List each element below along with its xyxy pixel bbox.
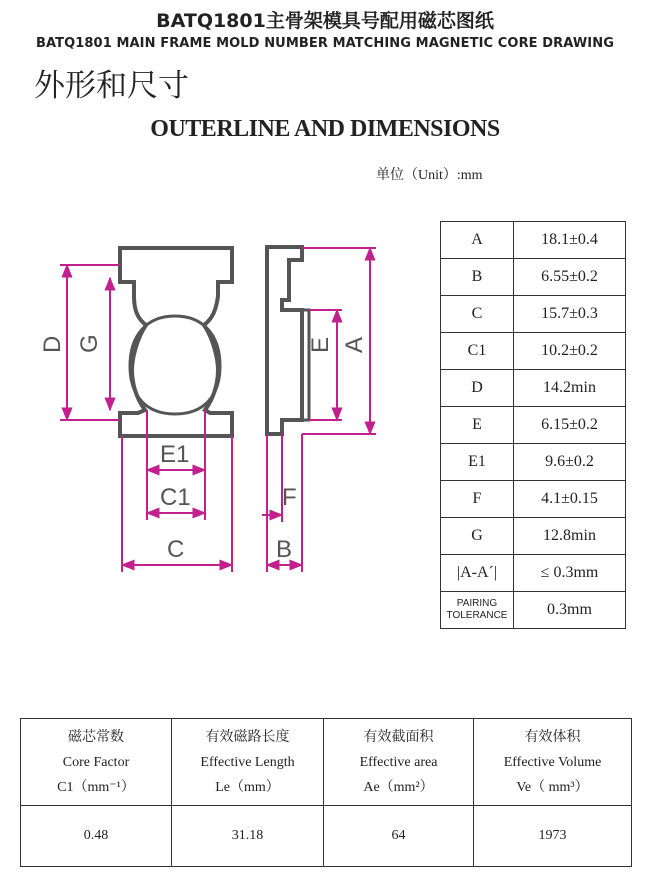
label-C1: C1 <box>160 484 191 511</box>
dimension-label: E1 <box>441 444 514 481</box>
dimension-value: 0.3mm <box>514 592 626 629</box>
dimension-row <box>441 259 626 296</box>
dimension-row <box>441 592 626 629</box>
section-heading-en: OUTERLINE AND DIMENSIONS <box>150 116 500 142</box>
core-factor-header: 磁芯常数 Core Factor C1（mm⁻¹） <box>21 719 172 806</box>
dimension-row <box>441 444 626 481</box>
dimension-row <box>441 481 626 518</box>
dimension-label: E <box>441 407 514 444</box>
label-D: D <box>39 335 66 353</box>
effective-length-value: 31.18 <box>172 806 324 867</box>
dimension-row <box>441 407 626 444</box>
dimension-row <box>441 518 626 555</box>
dimension-label: C1 <box>441 333 514 370</box>
dimension-label: |A-A´| <box>441 555 514 592</box>
dimension-value: ≤ 0.3mm <box>514 555 626 592</box>
label-F: F <box>282 484 297 511</box>
label-A: A <box>341 336 368 353</box>
dimension-value: 14.2min <box>514 370 626 407</box>
dimension-value: 10.2±0.2 <box>514 333 626 370</box>
dimension-row <box>441 222 626 259</box>
dimension-label: D <box>441 370 514 407</box>
dimension-value: 12.8min <box>514 518 626 555</box>
core-factor-header-row <box>21 719 632 806</box>
dimension-label: F <box>441 481 514 518</box>
dimension-value: 6.15±0.2 <box>514 407 626 444</box>
effective-area-header: 有效截面积 Effective area Ae（mm²） <box>324 719 474 806</box>
dimension-label: C <box>441 296 514 333</box>
dimension-label: PAIRING TOLERANCE <box>441 592 514 629</box>
label-E1: E1 <box>160 441 190 468</box>
document-title-en: BATQ1801 MAIN FRAME MOLD NUMBER MATCHING MAGNETIC CORE DRAWING <box>35 36 614 51</box>
document-title-cn: BATQ1801主骨架模具号配用磁芯图纸 <box>156 10 494 32</box>
label-G: G <box>76 334 103 353</box>
front-view <box>120 248 232 436</box>
dimension-value: 6.55±0.2 <box>514 259 626 296</box>
core-factor-table <box>20 718 632 867</box>
effective-length-header: 有效磁路长度 Effective Length Le（mm） <box>172 719 324 806</box>
unit-note: 单位（Unit）:mm <box>376 168 483 183</box>
dimension-row <box>441 333 626 370</box>
effective-volume-header: 有效体积 Effective Volume Ve（ mm³） <box>474 719 632 806</box>
effective-area-value: 64 <box>324 806 474 867</box>
dimension-table <box>440 221 626 629</box>
label-C: C <box>167 536 185 563</box>
dimension-value: 4.1±0.15 <box>514 481 626 518</box>
label-E: E <box>307 336 334 353</box>
core-drawing <box>0 0 430 600</box>
dimension-value: 18.1±0.4 <box>514 222 626 259</box>
dimension-label: B <box>441 259 514 296</box>
section-heading-cn: 外形和尺寸 <box>34 68 189 104</box>
label-B: B <box>276 536 293 563</box>
core-factor-value: 0.48 <box>21 806 172 867</box>
dimension-label: A <box>441 222 514 259</box>
dimension-row <box>441 296 626 333</box>
dimension-value: 9.6±0.2 <box>514 444 626 481</box>
effective-volume-value: 1973 <box>474 806 632 867</box>
dimension-row <box>441 370 626 407</box>
core-factor-value-row <box>21 806 632 867</box>
side-view <box>267 247 309 434</box>
dimension-row <box>441 555 626 592</box>
dimension-value: 15.7±0.3 <box>514 296 626 333</box>
dimension-label: G <box>441 518 514 555</box>
